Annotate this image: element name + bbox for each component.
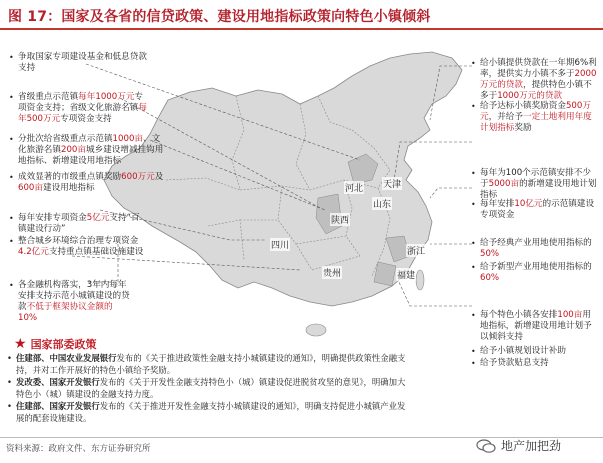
province-label-tianjin: 天津: [382, 177, 402, 190]
note-right-4: • 每年安排10亿元的示范镇建设专项资金: [471, 199, 595, 220]
province-label-sichuan: 四川: [270, 238, 290, 251]
note-right-1: • 给小镇提供贷款在一年期6%利率，提供实力小镇不多于2000万元的贷款，提供特色小镇不多于1000万元的贷款: [471, 58, 597, 101]
note-left-7: • 各金融机构落实，3年内每年安排支持示范小城镇建设的贷款不低于框架协议金额的10%: [9, 280, 130, 323]
note-left-1: • 争取国家专项建设基金和低息贷款支持: [9, 52, 147, 73]
policy-item: • 发改委、国家开发银行发布的《关于开发性金融支持特色小（城）镇建设促进脱贫攻坚的意见》，明确加大特色小（城）镇建设的金融支持力度。: [6, 377, 412, 400]
province-label-shandong: 山东: [372, 197, 392, 210]
source-note: 资料来源：政府文件、东方证券研究所: [6, 444, 151, 454]
taiwan-island: [416, 270, 424, 290]
province-label-guizhou: 贵州: [322, 266, 342, 279]
province-label-fujian: 福建: [396, 268, 416, 281]
province-label-shaanxi: 陕西: [330, 213, 350, 226]
province-label-hebei: 河北: [344, 181, 364, 194]
star-icon: ★: [14, 336, 27, 352]
note-left-2: • 省级重点示范镇每年1000万元专项资金支持；省级文化旅游名镇每年500万元专项资金支持: [9, 92, 147, 124]
policy-heading: ★ 国家部委政策: [14, 336, 97, 352]
figure-title: 图 17：国家及各省的信贷政策、建设用地指标政策向特色小镇倾斜: [8, 9, 431, 25]
policy-item: • 住建部、中国农业发展银行发布的《关于推进政策性金融支持小城镇建设的通知》，明确提供政策性金融支持，并对工作开展好的特色小镇给予奖励。: [6, 353, 412, 376]
note-right-2: • 给予达标小镇奖励资金500万元，并给予一定土地利用年度计划指标奖励: [471, 101, 592, 133]
note-right-3: • 每年为100个示范镇安排不少于5000亩的新增建设用地计划指标: [471, 168, 597, 200]
brand-watermark: 地产加把劲: [476, 437, 561, 454]
province-label-zhejiang: 浙江: [406, 244, 426, 257]
note-left-3: • 分批次给省级重点示范镇1000亩、文化旅游名镇200亩城乡建设增减挂钩用地指标、新增建设用地指标: [9, 134, 164, 166]
hainan-island: [306, 324, 326, 336]
policy-list: [6, 353, 412, 425]
note-right-5: • 给予经典产业用地使用指标的50%: [471, 238, 592, 259]
note-left-4: • 成效显著的市级重点镇奖励600万元及600亩建设用地指标: [9, 172, 164, 193]
note-left-6: • 整合城乡环境综合治理专项资金4.2亿元支持重点镇基础设施建设: [9, 236, 144, 257]
note-right-6: • 给予新型产业用地使用指标的60%: [471, 262, 592, 283]
note-left-5: • 每年安排专项资金5亿元支持“百镇建设行动”: [9, 213, 140, 234]
note-right-9: • 给予贷款贴息支持: [471, 358, 549, 368]
figure-header: [0, 0, 603, 30]
note-right-8: • 给予小镇规划设计补助: [471, 346, 566, 356]
wechat-icon: [476, 439, 496, 453]
policy-item: • 住建部、国家开发银行发布的《关于推进开发性金融支持小城镇建设的通知》，明确支持促进小城镇产业发展的配套设施建设。: [6, 401, 412, 424]
highlight-fujian: [374, 262, 396, 286]
note-right-7: • 每个特色小镇各安排100亩用地指标，新增建设用地计划予以倾斜支持: [471, 310, 592, 342]
